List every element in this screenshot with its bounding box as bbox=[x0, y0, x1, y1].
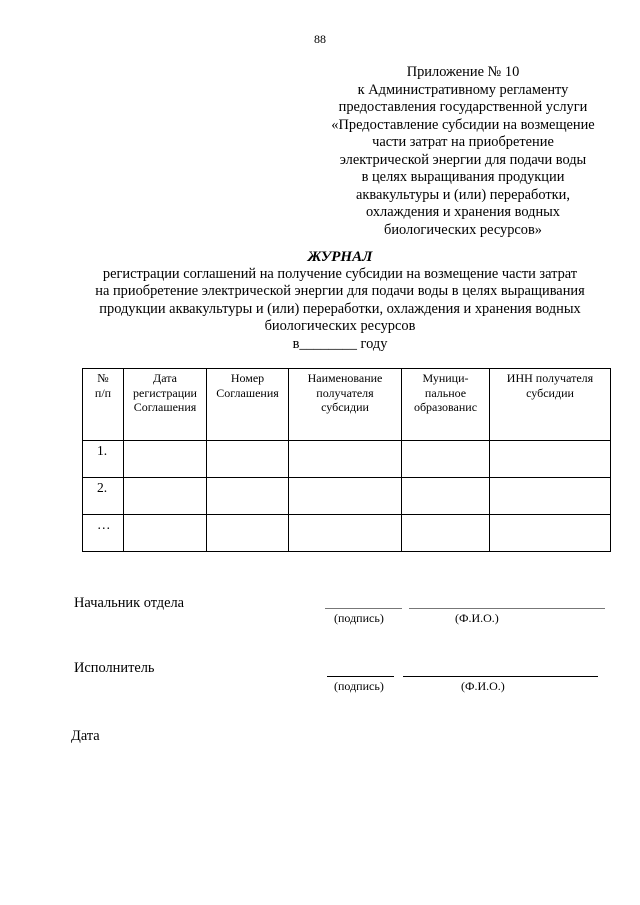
row-number: … bbox=[83, 515, 124, 552]
journal-title: ЖУРНАЛ bbox=[307, 249, 373, 265]
table-row bbox=[83, 441, 611, 478]
appendix-line: предоставления государственной услуги bbox=[338, 99, 588, 115]
table-row bbox=[83, 515, 611, 552]
head-signature-caption: (подпись) bbox=[334, 611, 384, 625]
header-recipient-name: Наименование получателя субсидии bbox=[289, 369, 402, 441]
appendix-line: электрической энергии для подачи воды bbox=[339, 151, 587, 168]
row-number: 2. bbox=[83, 478, 124, 515]
appendix-line: Приложение № 10 bbox=[406, 64, 520, 80]
table-cell bbox=[124, 478, 207, 515]
table-cell bbox=[289, 478, 402, 515]
date-label: Дата bbox=[71, 728, 100, 744]
appendix-line: биологических ресурсов» bbox=[384, 221, 542, 238]
table-cell bbox=[289, 515, 402, 552]
table-cell bbox=[490, 515, 611, 552]
header-agreement-number: Номер Соглашения bbox=[207, 369, 289, 441]
year-line: в________ году bbox=[292, 335, 388, 352]
appendix-header bbox=[318, 64, 608, 239]
head-name-line bbox=[409, 608, 605, 609]
subtitle-line: на приобретение электрической энергии для подачи воды в целях выращивания bbox=[95, 283, 585, 300]
journal-subtitle bbox=[40, 266, 640, 353]
appendix-line: «Предоставление субсидии на возмещение bbox=[331, 116, 595, 133]
header-registration-date: Дата регистрации Соглашения bbox=[124, 369, 207, 441]
header-number: № п/п bbox=[83, 369, 124, 441]
table-cell bbox=[124, 441, 207, 478]
appendix-line: аквакультуры и (или) переработки, bbox=[356, 186, 570, 203]
table-cell bbox=[124, 515, 207, 552]
row-number: 1. bbox=[83, 441, 124, 478]
executor-signature-line bbox=[327, 676, 394, 677]
appendix-line: к Административному регламенту bbox=[357, 81, 569, 98]
table-cell bbox=[402, 478, 490, 515]
table-row bbox=[83, 478, 611, 515]
appendix-line: в целях выращивания продукции bbox=[361, 169, 565, 185]
table-cell bbox=[207, 478, 289, 515]
table-cell bbox=[289, 441, 402, 478]
subtitle-line: продукции аквакультуры и (или) переработки, охлаждения и хранения водных bbox=[99, 300, 581, 317]
executor-name-caption: (Ф.И.О.) bbox=[461, 679, 505, 693]
table-cell bbox=[402, 441, 490, 478]
head-of-department-label: Начальник отдела bbox=[74, 595, 185, 611]
table-cell bbox=[207, 441, 289, 478]
table-header-row bbox=[83, 369, 611, 441]
table-cell bbox=[402, 515, 490, 552]
header-municipality: Муници- пальное образованис bbox=[402, 369, 490, 441]
subtitle-line: регистрации соглашений на получение субсидии на возмещение части затрат bbox=[102, 266, 578, 282]
table-cell bbox=[490, 441, 611, 478]
page-number: 88 bbox=[314, 32, 326, 46]
head-signature-line bbox=[325, 608, 402, 609]
journal-table bbox=[82, 368, 611, 552]
executor-label: Исполнитель bbox=[74, 660, 155, 676]
head-name-caption: (Ф.И.О.) bbox=[455, 611, 499, 625]
appendix-line: части затрат на приобретение bbox=[372, 134, 554, 150]
appendix-line: охлаждения и хранения водных bbox=[365, 204, 561, 220]
table-cell bbox=[207, 515, 289, 552]
executor-signature-caption: (подпись) bbox=[334, 679, 384, 693]
table-cell bbox=[490, 478, 611, 515]
executor-name-line bbox=[403, 676, 598, 677]
header-inn: ИНН получателя субсидии bbox=[490, 369, 611, 441]
subtitle-line: биологических ресурсов bbox=[264, 318, 416, 335]
